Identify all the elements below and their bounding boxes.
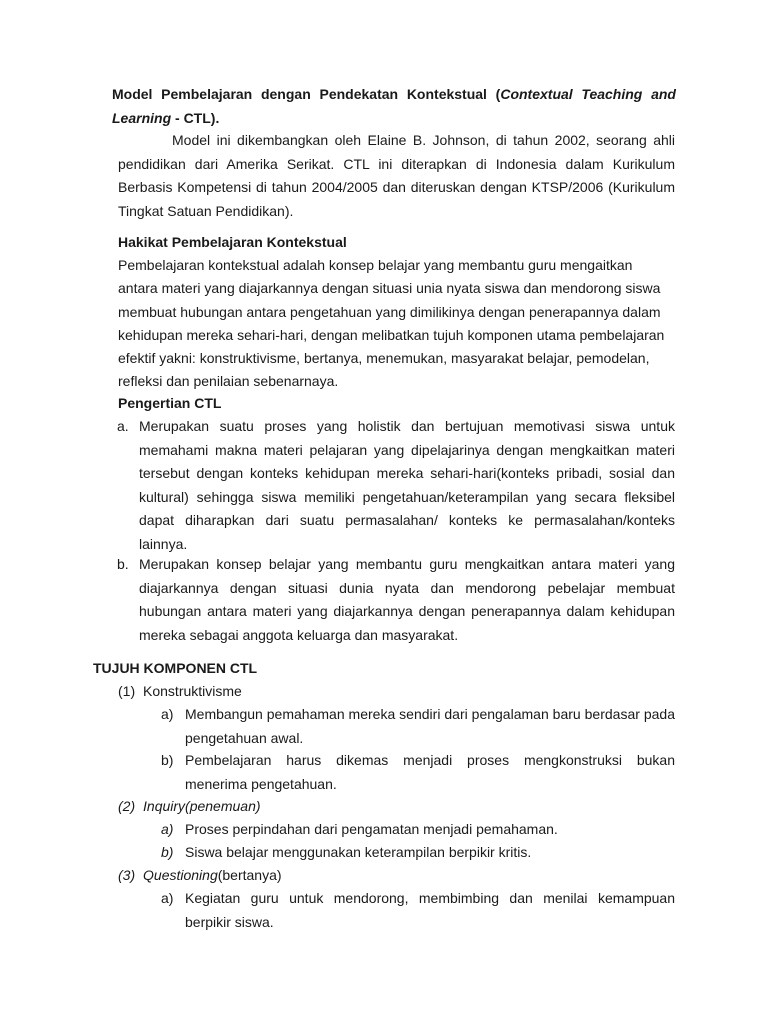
- hakikat-line: efektif yakni: konstruktivisme, bertanya, menemukan, masyarakat belajar, pemodelan,: [118, 350, 650, 367]
- c3-item-a: Kegiatan guru untuk mendorong, membimbing dan menilai kemampuan berpikir siswa.: [185, 890, 675, 930]
- component-label: Questioning: [143, 867, 218, 883]
- hakikat-line: Pembelajaran kontekstual adalah konsep belajar yang membantu guru mengaitkan: [118, 257, 633, 273]
- component-2: [118, 795, 261, 818]
- c1-item-b: Pembelajaran harus dikemas menjadi proses mengkonstruksi bukan menerima pengetahuan.: [185, 752, 675, 792]
- hakikat-heading: Hakikat Pembelajaran Kontekstual: [118, 234, 347, 250]
- component-1: [118, 680, 242, 703]
- c1-item-a: Membangun pemahaman mereka sendiri dari pengalaman baru berdasar pada pengetahuan awal.: [185, 706, 675, 746]
- list-marker: a): [161, 821, 174, 837]
- list-marker: b.: [117, 556, 129, 572]
- hakikat-line: membuat hubungan antara pengetahuan yang dimilikinya dengan penerapannya dalam: [118, 303, 661, 320]
- pengertian-item-a: Merupakan suatu proses yang holistik dan bertujuan memotivasi siswa untuk memahami makna materi pelajaran yang dipelajarinya dengan mengkaitkan materi tersebut dengan konteks kehidupan mereka sehari-hari(konteks pribadi, sosial dan kultural) sehingga siswa memiliki pengetahuan/keterampilan yang secara fleksibel dapat diharapkan dari suatu permasalahan/ konteks ke permasalahan/konteks lainnya.: [139, 418, 675, 552]
- pengertian-heading: Pengertian CTL: [118, 395, 222, 411]
- list-marker: a): [161, 706, 174, 722]
- list-marker: b): [161, 844, 174, 860]
- pengertian-item-b: Merupakan konsep belajar yang membantu guru mengkaitkan antara materi yang diajarkannya dengan situasi dunia nyata dan mendorong pebelajar membuat hubungan antara materi yang diajarkannya dengan penerapannya dalam kehidupan mereka sebagai anggota keluarga dan masyarakat.: [139, 556, 675, 643]
- list-marker: a.: [117, 418, 129, 434]
- hakikat-line: refleksi dan penilaian sebenarnaya.: [118, 373, 339, 390]
- component-label: Konstruktivisme: [143, 683, 242, 699]
- component-marker: (1): [118, 683, 136, 699]
- component-3: [118, 864, 282, 887]
- component-marker: (3): [118, 867, 136, 883]
- hakikat-paragraph: [118, 254, 678, 394]
- intro-paragraph: Model ini dikembangkan oleh Elaine B. Johnson, di tahun 2002, seorang ahli pendidikan dari Amerika Serikat. CTL ini diterapkan di Indonesia dalam Kurikulum Berbasis Kompetensi di tahun 2004/2005 dan diteruskan dengan KTSP/2006 (Kurikulum Tingkat Satuan Pendidikan).: [118, 132, 675, 219]
- component-label-rest: (bertanya): [217, 867, 282, 883]
- c2-item-a: Proses perpindahan dari pengamatan menjadi pemahaman.: [185, 821, 558, 837]
- component-marker: (2): [118, 798, 136, 814]
- document-title: Model Pembelajaran dengan Pendekatan Kontekstual (Contextual Teaching and Learning - CTL).: [112, 86, 676, 126]
- hakikat-line: antara materi yang diajarkannya dengan situasi unia nyata siswa dan mendorong siswa: [118, 280, 661, 297]
- list-marker: a): [161, 890, 174, 906]
- tujuh-komponen-heading: TUJUH KOMPONEN CTL: [93, 660, 258, 676]
- hakikat-line: kehidupan mereka sehari-hari, dengan melibatkan tujuh komponen utama pembelajaran: [118, 326, 665, 343]
- list-marker: b): [161, 752, 174, 768]
- component-label: Inquiry(penemuan): [143, 798, 261, 814]
- c2-item-b: Siswa belajar menggunakan keterampilan berpikir kritis.: [185, 844, 532, 860]
